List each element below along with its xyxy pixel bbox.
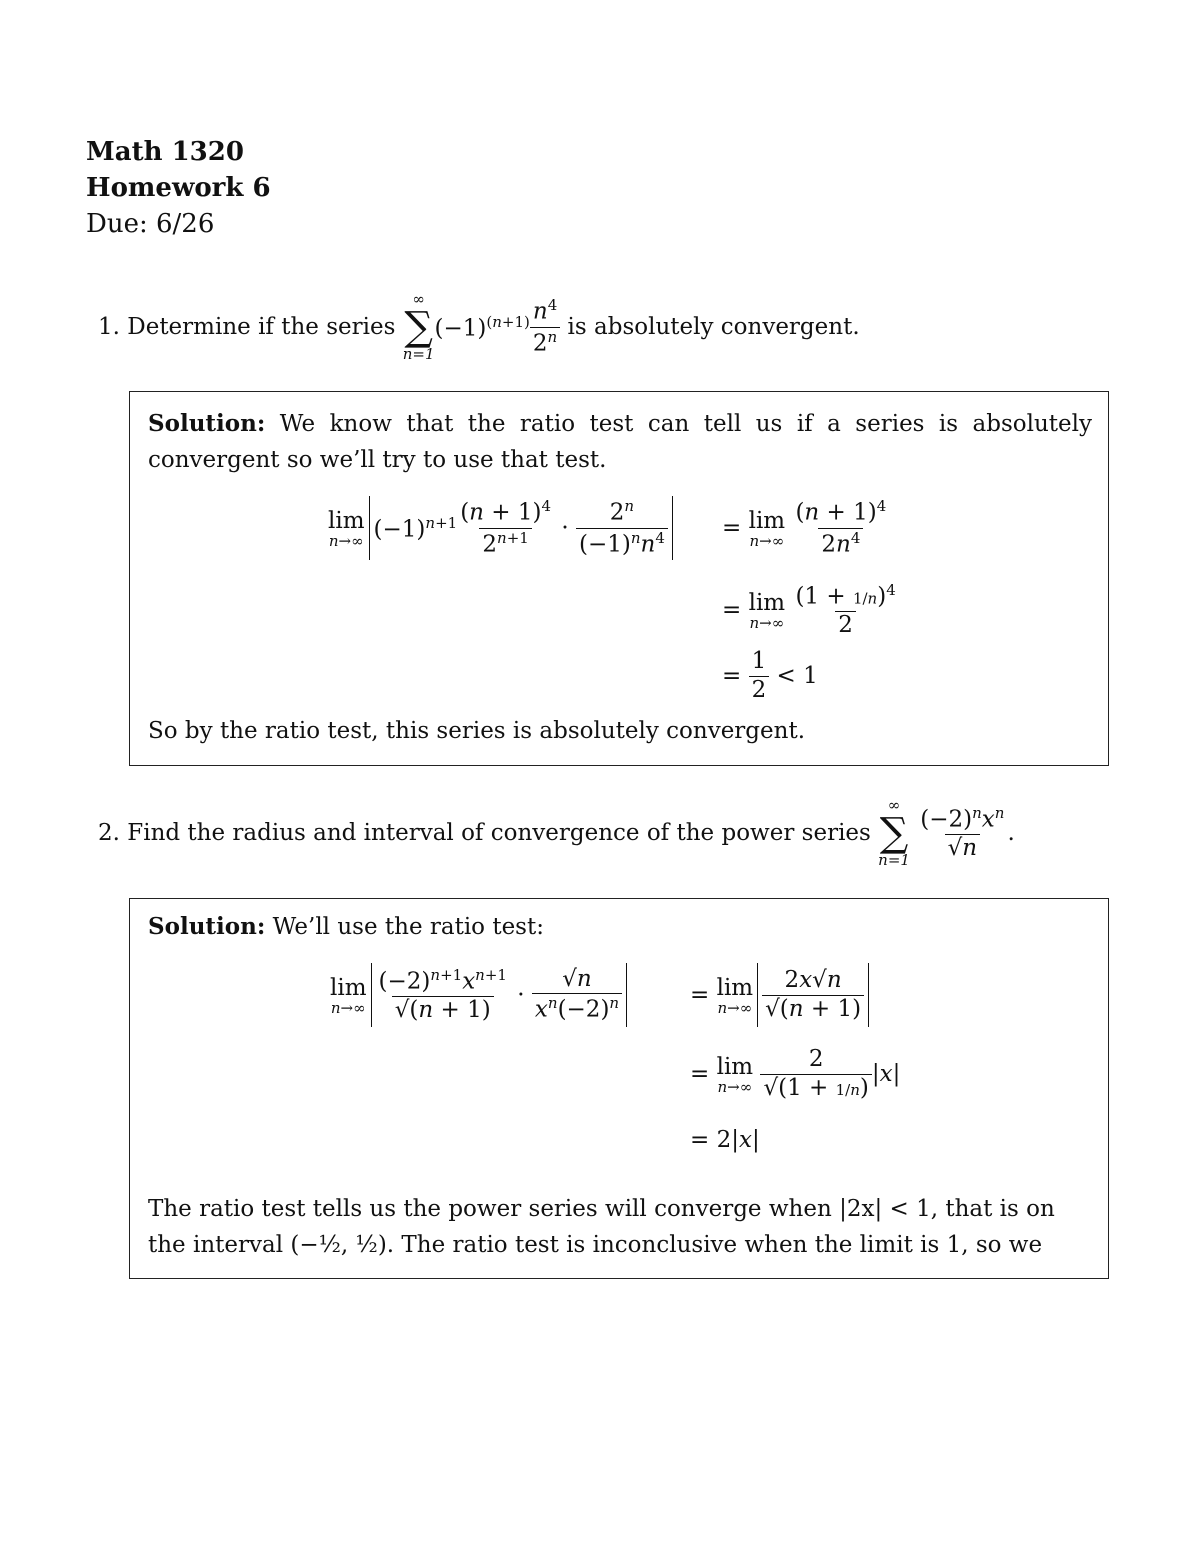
solution2-step2: = lim n→∞ $\frac{2}{√(1 + 1/n)}$ | x | — [690, 1045, 901, 1101]
problem2-text-before: Find the radius and interval of convergence of the power series — [127, 820, 871, 846]
solution1-step1-left: lim n→∞ $(-1)^{n+1}$ $\frac{(n + 1)^4}{2^{n+1}}$ · $\frac{2^n}{(-1)^nn^4}$ — [328, 488, 677, 568]
problem2-sum: ∞ ∑ n=1 — [878, 796, 910, 869]
solution2-step1-left: lim n→∞ $\frac{(-2)^{n+1}x^{n+1}}{√(n + 1)}$ · $\frac{√n}{x^n(-2)^n}$ — [330, 955, 631, 1035]
solution2-intro: Solution: We’ll use the ratio test: — [148, 913, 544, 940]
problem1-term: $(-1)^{(n+1)}$ — [434, 312, 530, 342]
solution2-box — [129, 898, 1109, 1279]
problem1-statement — [98, 282, 860, 372]
solution1-step1-right: = lim n→∞ $\frac{(n + 1)^4}{2n^4}$ — [722, 497, 887, 558]
solution2-step1-right: = lim n→∞ $\frac{2x√n}{√(n + 1)}$ — [690, 955, 873, 1035]
due-date: Due: 6/26 — [86, 209, 215, 239]
problem1-text-after: is absolutely convergent. — [567, 314, 860, 340]
problem2-number: 2. — [98, 820, 120, 846]
problem1-number: 1. — [98, 314, 120, 340]
problem2-statement: 2. Find the radius and interval of convergence of the power series ∞ ∑ n=1 $\frac{(-2)^nx^n}{√n}$ . — [98, 796, 1015, 869]
problem1-text-before: Determine if the series — [127, 314, 396, 340]
problem1-fraction: $\frac{n^4}{2^n}$ — [530, 296, 560, 358]
solution1-step2: = lim n→∞ $\frac{(1 + 1/n)^4}{2}$ — [722, 580, 896, 638]
solution1-intro: Solution: We know that the ratio test can tell us if a series is absolutely convergent so we’ll try to use that test. — [148, 410, 1092, 473]
problem1-sum: ∞ ∑ n=1 — [402, 290, 435, 363]
solution2-conclusion-line1: The ratio test tells us the power series will converge when |2x| < 1, that is on — [148, 1196, 1055, 1222]
solution1-conclusion: So by the ratio test, this series is absolutely convergent. — [148, 718, 806, 744]
solution2-step3: = 2|x| — [690, 1127, 760, 1153]
solution2-conclusion-line2: the interval (−½, ½). The ratio test is inconclusive when the limit is 1, so we — [148, 1232, 1043, 1258]
solution1-step3: = $\frac{1}{2}$ < 1 — [722, 647, 818, 703]
problem2-fraction: $\frac{(-2)^nx^n}{√n}$ — [920, 803, 1005, 861]
assignment-title: Homework 6 — [86, 173, 271, 203]
solution1-box — [129, 391, 1109, 766]
solution2-conclusion — [148, 1191, 1092, 1263]
course-title: Math 1320 — [86, 137, 244, 167]
